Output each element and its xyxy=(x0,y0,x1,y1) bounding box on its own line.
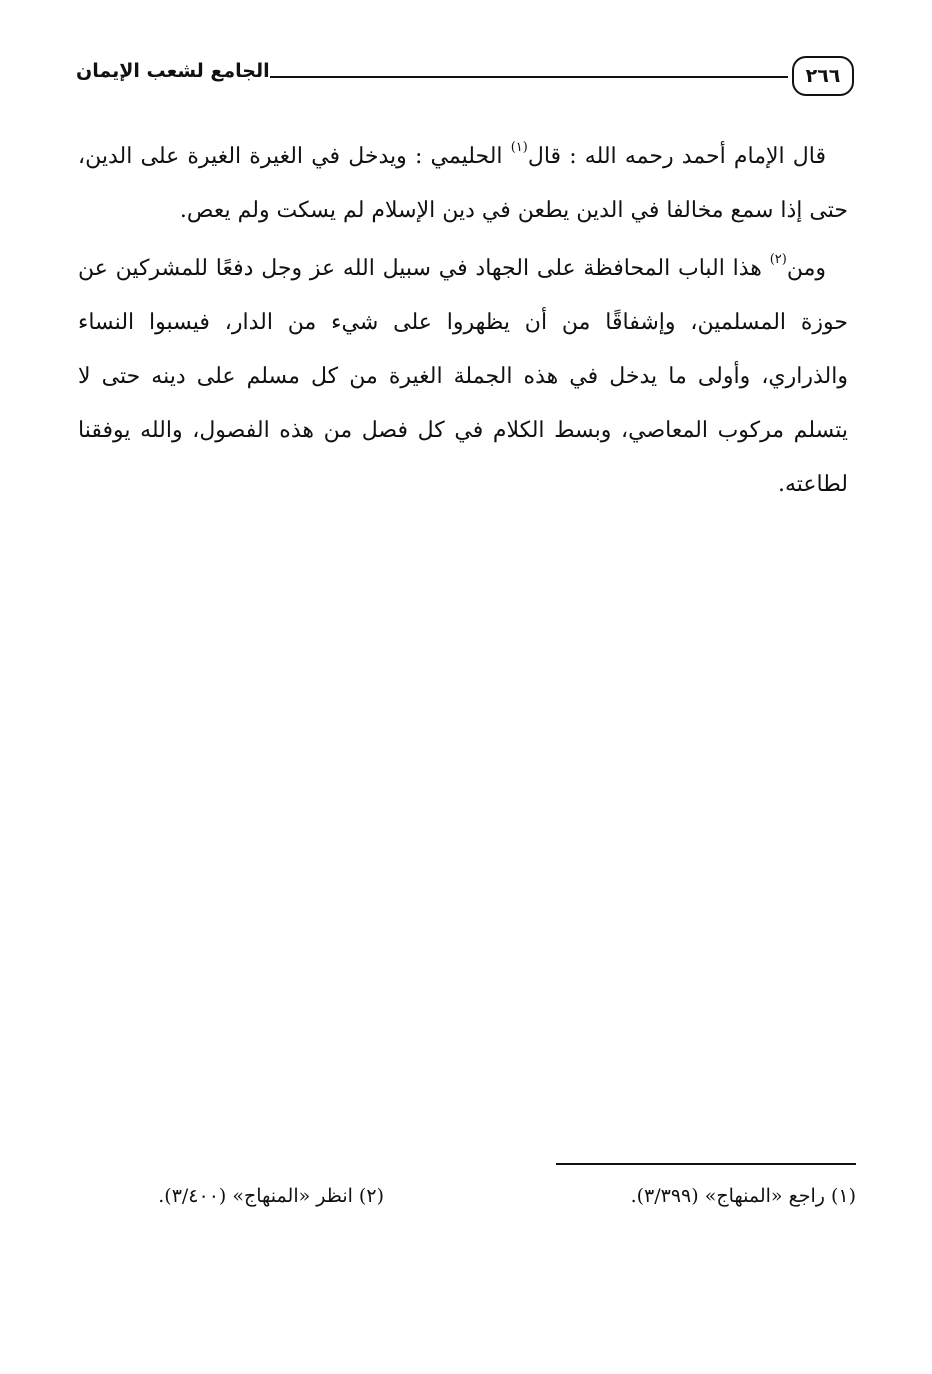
paragraph-1-text-b: الحليمي : ويدخل في الغيرة الغيرة على الدين، حتى إذا سمع مخالفا في الدين يطعن في دين الإسلام لم يسكت ولم يعص. xyxy=(78,144,848,223)
footnote-marker-1: (١) xyxy=(510,140,528,155)
footnote-2: (٢) انظر «المنهاج» (٣/٤٠٠). xyxy=(158,1185,384,1207)
paragraph-2-text-a: ومن xyxy=(786,256,826,281)
footnote-separator xyxy=(556,1163,856,1165)
paragraph-2-text-b: هذا الباب المحافظة على الجهاد في سبيل الله عز وجل دفعًا للمشركين عن حوزة المسلمين، وإشفاقًا من أن يظهروا على شيء من الدار، فيسبوا النساء والذراري، وأولى ما يدخل في هذه الجملة الغيرة من كل مسلم على دينه حتى لا يتسلم مركوب المعاصي، وبسط الكلام في كل فصل من هذه الفصول، والله يوفقنا لطاعته. xyxy=(78,256,848,497)
main-text xyxy=(78,130,848,516)
paragraph-1-text-a: قال الإمام أحمد رحمه الله : قال xyxy=(527,144,827,169)
paragraph-1 xyxy=(78,130,848,238)
paragraph-2 xyxy=(78,242,848,512)
footnote-1: (١) راجع «المنهاج» (٣/٣٩٩). xyxy=(630,1185,856,1207)
header-rule xyxy=(270,76,788,78)
running-title: الجامع لشعب الإيمان xyxy=(76,60,270,82)
footnote-marker-2: (٢) xyxy=(769,252,787,267)
page-header xyxy=(70,48,860,110)
page-number: ٢٦٦ xyxy=(792,56,854,96)
